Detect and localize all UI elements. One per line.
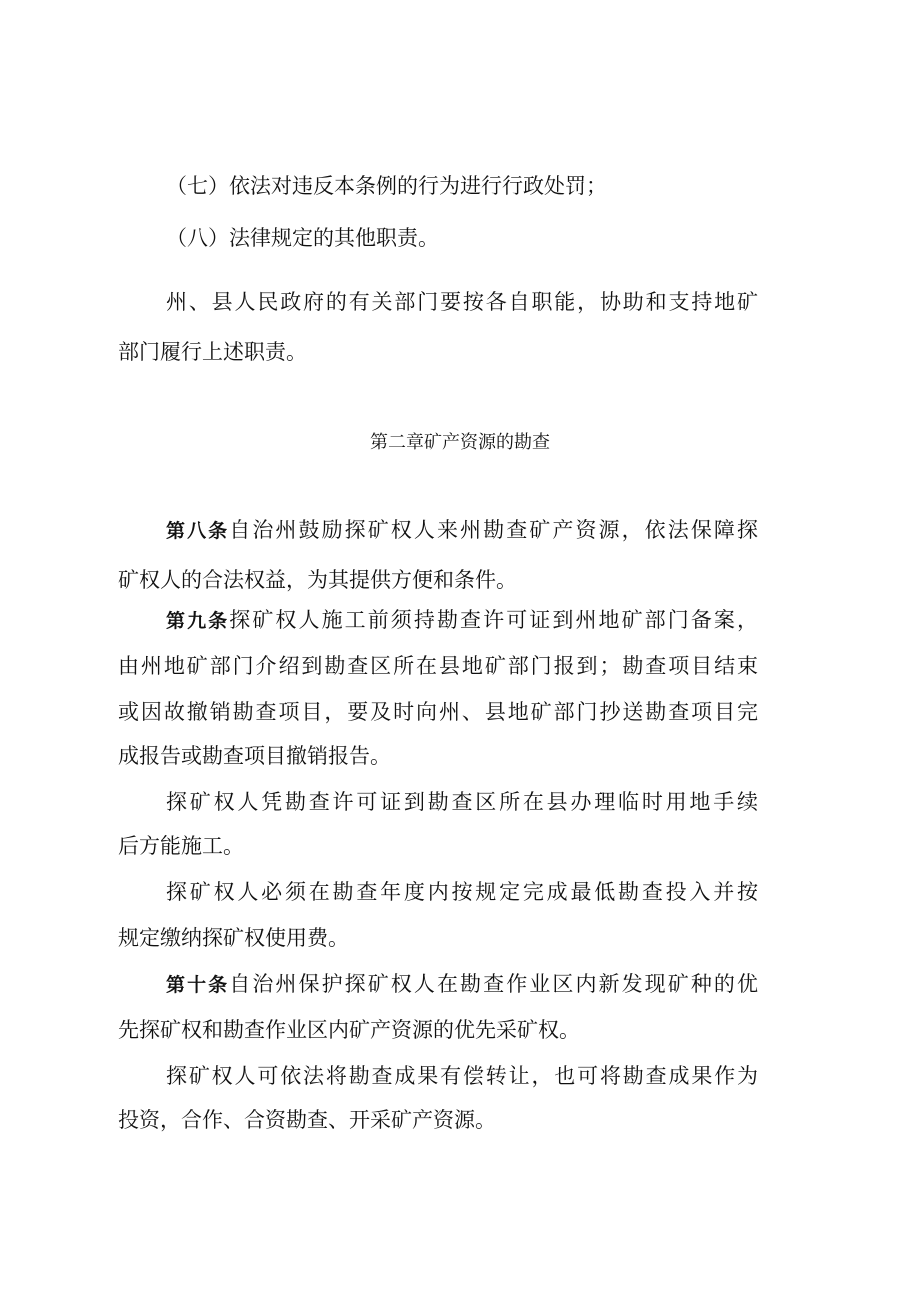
item-8: （八）法律规定的其他职责。: [166, 226, 439, 250]
article-10-line-1: [166, 970, 758, 999]
article-9-p2-line-1: 探矿权人凭勘查许可证到勘查区所在县办理临时用地手续: [166, 790, 758, 814]
chapter-title: 第二章矿产资源的勘查: [370, 432, 550, 453]
article-9-line-2: 由州地矿部门介绍到勘查区所在县地矿部门报到；勘查项目结束: [118, 654, 758, 678]
article-10-text: 自治州保护探矿权人在勘查作业区内新发现矿种的优: [229, 972, 758, 996]
article-9-label: 第九条: [166, 610, 230, 632]
article-8-text: 自治州鼓励探矿权人来州勘查矿产资源，依法保障探: [229, 518, 758, 542]
dept-paragraph-line-1: 州、县人民政府的有关部门要按各自职能，协助和支持地矿: [166, 290, 758, 314]
article-8-line-1: [166, 516, 758, 545]
article-9-p3-line-1: 探矿权人必须在勘查年度内按规定完成最低勘查投入并按: [166, 880, 758, 904]
article-9-line-4: 成报告或勘查项目撤销报告。: [118, 744, 391, 768]
article-10-p2-line-1: 探矿权人可依法将勘查成果有偿转让，也可将勘查成果作为: [166, 1064, 758, 1088]
article-9-line-3: 或因故撤销勘查项目，要及时向州、县地矿部门抄送勘查项目完: [118, 700, 758, 724]
article-10-label: 第十条: [166, 974, 230, 996]
article-8-line-2: 矿权人的合法权益，为其提供方便和条件。: [118, 568, 517, 592]
article-9-line-1: [166, 606, 758, 635]
article-9-p2-line-2: 后方能施工。: [118, 834, 244, 858]
article-10-p2-line-2: 投资，合作、合资勘查、开采矿产资源。: [118, 1108, 496, 1132]
article-9-p3-line-2: 规定缴纳探矿权使用费。: [118, 926, 349, 950]
article-10-line-2: 先探矿权和勘查作业区内矿产资源的优先采矿权。: [118, 1018, 580, 1042]
article-8-label: 第八条: [166, 520, 230, 542]
item-7: （七）依法对违反本条例的行为进行行政处罚；: [166, 174, 607, 198]
article-9-text: 探矿权人施工前须持勘查许可证到州地矿部门备案，: [229, 608, 758, 632]
dept-paragraph-line-2: 部门履行上述职责。: [118, 340, 307, 364]
